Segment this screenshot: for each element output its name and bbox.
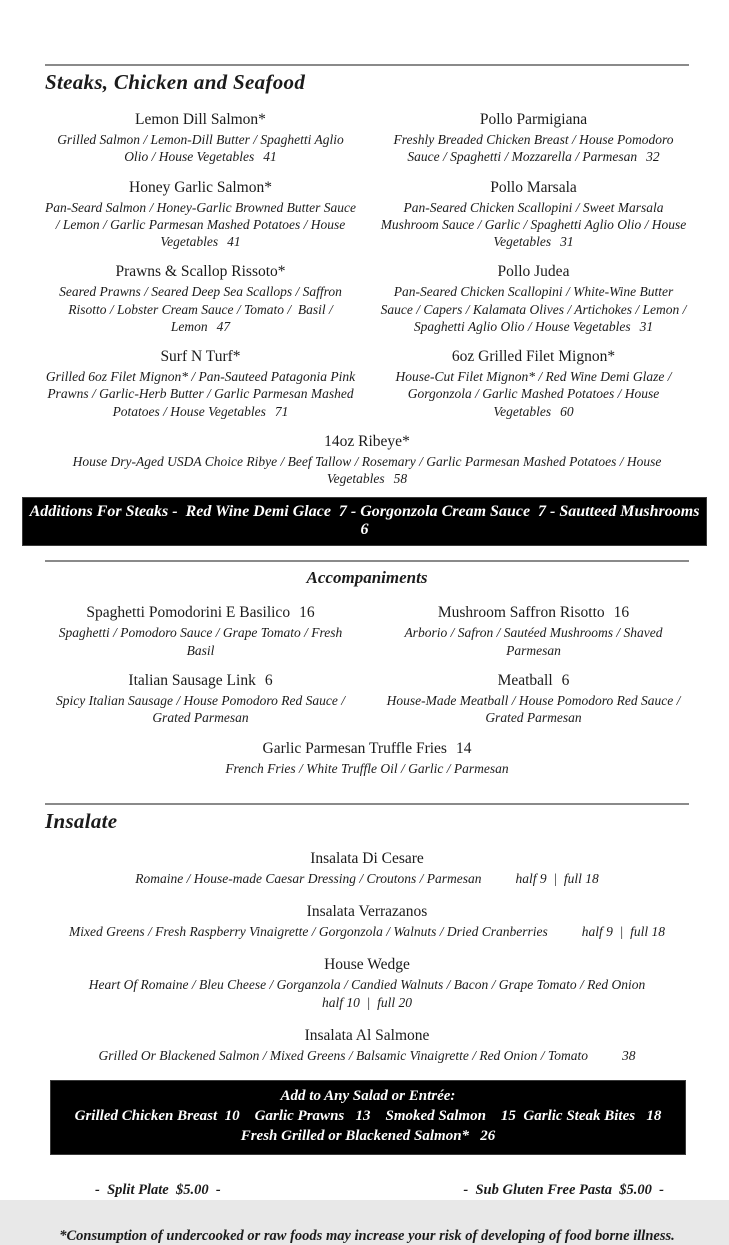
menu-item (378, 348, 689, 420)
salad-banner-line3: Fresh Grilled or Blackened Salmon* 26 (240, 1127, 496, 1144)
menu-item (378, 111, 689, 166)
item-desc (45, 199, 360, 251)
item-name: Pollo Marsala (490, 178, 577, 196)
item-desc-text: Mixed Greens / Fresh Raspberry Vinaigrette / Gorgonzola / Walnuts / Dried Cranberries (69, 924, 548, 940)
item-name (378, 672, 689, 690)
item-desc: Spaghetti / Pomodoro Sauce / Grape Tomato / Fresh Basil (58, 625, 346, 658)
item-portions: 38 (621, 1047, 636, 1063)
item-desc-text: Grilled Salmon / Lemon-Dill Butter / Spaghetti Aglio Olio / House Vegetables (57, 132, 348, 165)
item-name (45, 672, 356, 690)
insalate-section (45, 803, 689, 1155)
item-name: Insalata Al Salmone (304, 1026, 430, 1044)
item-desc (45, 1047, 689, 1064)
top-rule (45, 64, 689, 66)
menu-item (45, 178, 360, 251)
mains-grid (45, 111, 689, 420)
item-desc-text: Pan-Seard Salmon / Honey-Garlic Browned Butter Sauce / Lemon / Garlic Parmesan Mashed Potatoes / House Vegetables (45, 199, 360, 250)
item-name: Insalata Di Cesare (310, 849, 424, 867)
menu-item (378, 179, 689, 251)
item-price: 16 (613, 604, 630, 622)
insalate-rule (45, 803, 689, 805)
split-plate-note: - Split Plate $5.00 - (95, 1181, 221, 1198)
gluten-free-note: - Sub Gluten Free Pasta $5.00 - (463, 1181, 664, 1198)
menu-item (378, 263, 689, 335)
item-price: 14 (455, 739, 472, 757)
item-name-text: Spaghetti Pomodorini E Basilico (86, 604, 291, 622)
item-desc-text: Seared Prawns / Seared Deep Sea Scallops / Saffron Risotto / Lobster Cream Sauce / Tomato / Basil / Lemon (59, 284, 346, 334)
item-portions: half 10 | full 20 (322, 994, 412, 1010)
item-name: Honey Garlic Salmon* (129, 178, 272, 196)
item-desc-text: House-Cut Filet Mignon* / Red Wine Demi Glaze / Gorgonzola / Garlic Mashed Potatoes / House Vegetables (395, 369, 675, 419)
item-price: 6 (561, 671, 570, 689)
item-desc (45, 283, 356, 335)
item-name-text: Garlic Parmesan Truffle Fries (262, 739, 447, 757)
item-name (378, 604, 689, 622)
accompaniments-grid (45, 604, 689, 726)
item-name: Prawns & Scallop Rissoto* (115, 263, 286, 281)
salad-item (45, 1027, 689, 1064)
item-name: Lemon Dill Salmon* (135, 111, 266, 128)
salad-item (45, 903, 689, 940)
salad-banner-line2: Grilled Chicken Breast 10 Garlic Prawns 13 Smoked Salmon 15 Garlic Steak Bites 18 (74, 1107, 662, 1124)
item-price: 41 (227, 234, 241, 250)
item-name: House Wedge (324, 956, 410, 974)
item-price: 47 (216, 318, 231, 334)
item-desc (378, 199, 689, 251)
section-title-mains: Steaks, Chicken and Seafood (45, 70, 306, 94)
menu-item (45, 672, 356, 727)
item-desc (378, 283, 689, 335)
item-price: 41 (263, 149, 277, 165)
item-desc-text: Romaine / House-made Caesar Dressing / Croutons / Parmesan (135, 870, 482, 886)
section-title-insalate: Insalate (45, 808, 118, 833)
menu-item (45, 263, 356, 335)
item-name: Pollo Judea (497, 263, 570, 281)
item-desc-text: House Dry-Aged USDA Choice Ribye / Beef Tallow / Rosemary / Garlic Parmesan Mashed Potatoes / House Vegetables (72, 453, 665, 487)
menu-item (45, 111, 356, 166)
salad-banner-line1: Add to Any Salad or Entrée: (280, 1088, 456, 1105)
item-name: Insalata Verrazanos (306, 903, 428, 921)
item-desc (45, 870, 689, 887)
item-portions: half 9 | full 18 (581, 924, 665, 940)
item-price: 31 (639, 318, 654, 334)
accompaniments-rule (45, 560, 689, 562)
accompaniments-section (45, 560, 689, 776)
item-desc-text: Freshly Breaded Chicken Breast / House Pomodoro Sauce / Spaghetti / Mozzarella / Parmesan (393, 132, 677, 165)
item-desc-text: Pan-Seared Chicken Scallopini / Sweet Marsala Mushroom Sauce / Garlic / Spaghetti Aglio Olio / House Vegetables (380, 199, 690, 250)
item-desc: Heart Of Romaine / Bleu Cheese / Gorganzola / Candied Walnuts / Bacon / Grape Tomato / Red Onion (88, 977, 646, 993)
salad-additions-banner (50, 1080, 686, 1154)
section-title-accompaniments: Accompaniments (306, 568, 428, 588)
item-name-text: Meatball (497, 671, 553, 689)
menu-item (45, 348, 359, 420)
item-price: 60 (560, 403, 574, 419)
menu-item (378, 672, 689, 727)
consumption-disclaimer: *Consumption of undercooked or raw foods may increase your risk of developing of food borne illness. (59, 1227, 675, 1244)
item-price: 71 (274, 403, 289, 419)
item-name-text: Mushroom Saffron Risotto (437, 604, 605, 622)
item-portions: half 9 | full 18 (515, 870, 599, 886)
item-desc (45, 131, 356, 166)
item-price: 31 (560, 234, 574, 250)
item-name: 6oz Grilled Filet Mignon* (451, 348, 616, 366)
item-desc (45, 368, 359, 420)
item-price: 6 (264, 671, 273, 689)
menu-item-ribeye (45, 433, 689, 488)
salad-item (45, 956, 689, 1011)
item-desc: House-Made Meatball / House Pomodoro Red Sauce / Grated Parmesan (386, 692, 684, 726)
footer-options-row (45, 1182, 689, 1199)
item-desc-text: Pan-Seared Chicken Scallopini / White-Wine Butter Sauce / Capers / Kalamata Olives / Artichokes / Lemon / Spaghetti Aglio Olio / House Vegetables (380, 284, 690, 334)
item-desc: French Fries / White Truffle Oil / Garlic / Parmesan (225, 760, 509, 776)
item-name: Pollo Parmigiana (479, 111, 588, 128)
menu-item (45, 604, 356, 659)
item-name: Surf N Turf* (160, 348, 241, 366)
menu-item-truffle-fries (45, 740, 689, 777)
item-name (45, 604, 356, 622)
item-name: 14oz Ribeye* (324, 432, 410, 450)
item-name-text: Italian Sausage Link (128, 671, 256, 689)
salad-item (45, 850, 689, 887)
item-desc (45, 453, 689, 488)
item-price: 16 (299, 604, 315, 622)
item-desc (45, 923, 689, 940)
item-desc (378, 368, 689, 420)
item-price: 32 (646, 149, 660, 165)
item-desc (378, 131, 689, 166)
menu-item (378, 604, 689, 659)
steak-additions-banner: Additions For Steaks - Red Wine Demi Glace 7 - Gorgonzola Cream Sauce 7 - Sautteed Mushrooms 6 (22, 497, 707, 546)
item-desc: Spicy Italian Sausage / House Pomodoro Red Sauce / Grated Parmesan (56, 692, 349, 726)
item-price: 58 (393, 471, 408, 487)
item-desc: Arborio / Safron / Sautéed Mushrooms / Shaved Parmesan (404, 625, 666, 658)
item-desc-text: Grilled Or Blackened Salmon / Mixed Greens / Balsamic Vinaigrette / Red Onion / Tomato (98, 1047, 588, 1063)
item-name (45, 740, 689, 758)
item-desc-text: Grilled 6oz Filet Mignon* / Pan-Sauteed Patagonia Pink Prawns / Garlic-Herb Butter / Garlic Parmesan Mashed Potatoes / House Vegetables (45, 369, 359, 419)
